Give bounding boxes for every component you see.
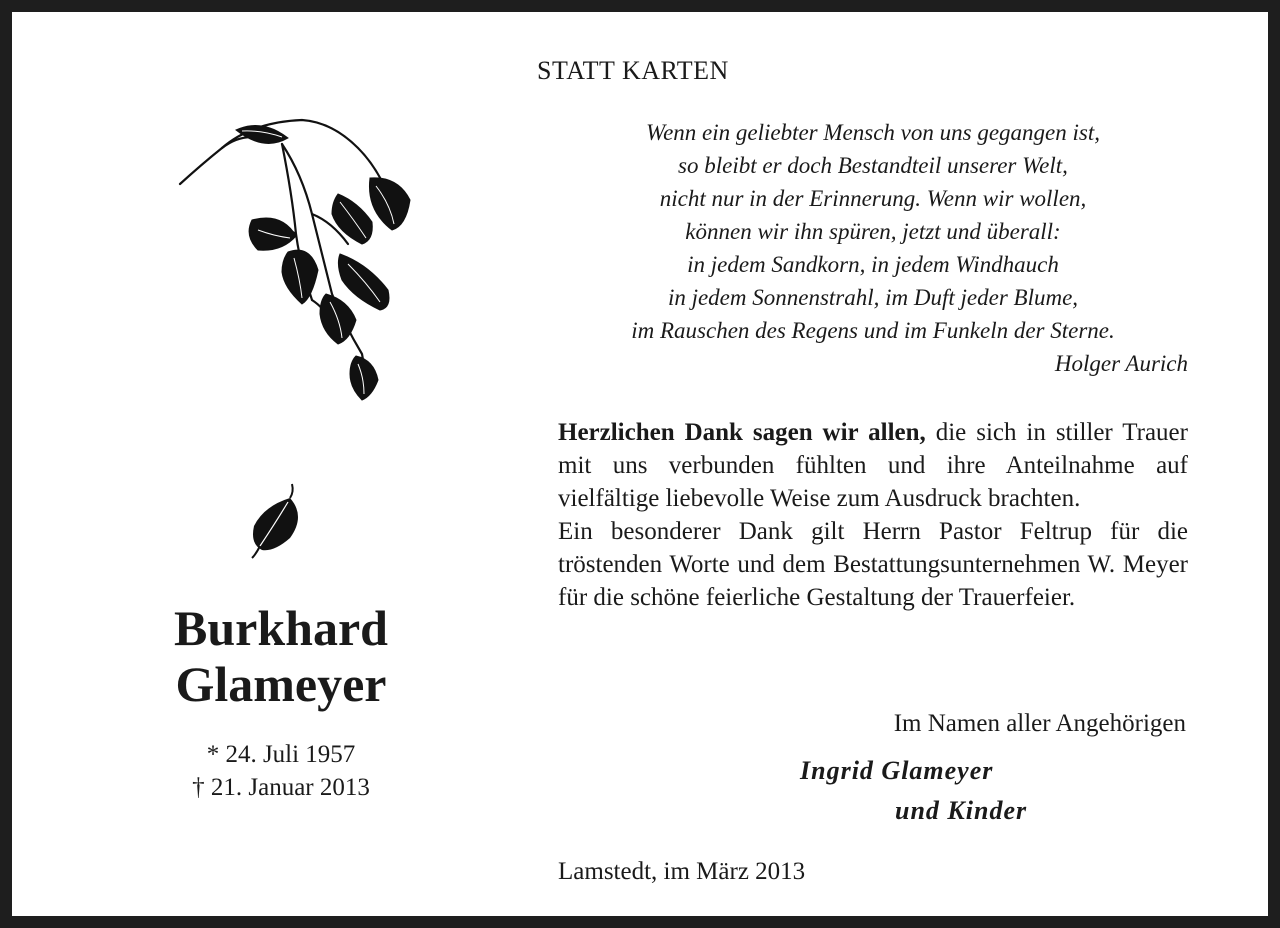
death-date: † 21. Januar 2013: [192, 774, 370, 801]
poem-line: so bleibt er doch Bestandteil unserer Welt,: [678, 153, 1068, 178]
thanks-paragraph-1: [558, 416, 1188, 515]
poem-line: nicht nur in der Erinnerung. Wenn wir wollen,: [659, 186, 1087, 211]
poem-line: können wir ihn spüren, jetzt und überall:: [685, 219, 1061, 244]
poem-line: in jedem Sonnenstrahl, im Duft jeder Blume,: [667, 285, 1079, 310]
poem-line: in jedem Sandkorn, in jedem Windhauch: [687, 252, 1059, 277]
life-dates: [82, 738, 480, 804]
thanks-lead: Herzlichen Dank sagen wir allen,: [558, 419, 926, 446]
on-behalf-line: Im Namen aller Angehörigen: [893, 710, 1186, 737]
obituary-card: [12, 12, 1268, 916]
poem-line: im Rauschen des Regens und im Funkeln der Sterne.: [631, 318, 1115, 343]
deceased-name: [82, 600, 480, 712]
thanks-body-1: die sich in stiller Trauer mit uns verbunden fühlten und ihre Anteilnahme auf vielfältige liebevolle Weise zum Ausdruck brachten.: [558, 419, 1188, 512]
last-name: Glameyer: [175, 656, 387, 712]
birth-date: * 24. Juli 1957: [206, 741, 356, 768]
poem: [558, 116, 1188, 380]
signer-name: Ingrid Glameyer: [800, 756, 994, 785]
first-name: Burkhard: [174, 600, 388, 656]
statt-karten-header: STATT KARTEN: [537, 56, 729, 85]
poem-author: Holger Aurich: [1054, 351, 1188, 376]
place-date: Lamstedt, im März 2013: [558, 858, 806, 885]
signer-family: und Kinder: [895, 796, 1028, 825]
thanks-paragraph-2: Ein besonderer Dank gilt Herrn Pastor Feltrup für die tröstenden Worte und dem Bestattungsunternehmen W. Meyer für die schöne feierliche Gestaltung der Trauerfeier.: [558, 518, 1188, 611]
poem-line: Wenn ein geliebter Mensch von uns gegangen ist,: [646, 120, 1100, 145]
birch-branch-icon: [162, 104, 422, 414]
thanks-text: [558, 416, 1188, 614]
falling-leaf-icon: [240, 482, 310, 562]
